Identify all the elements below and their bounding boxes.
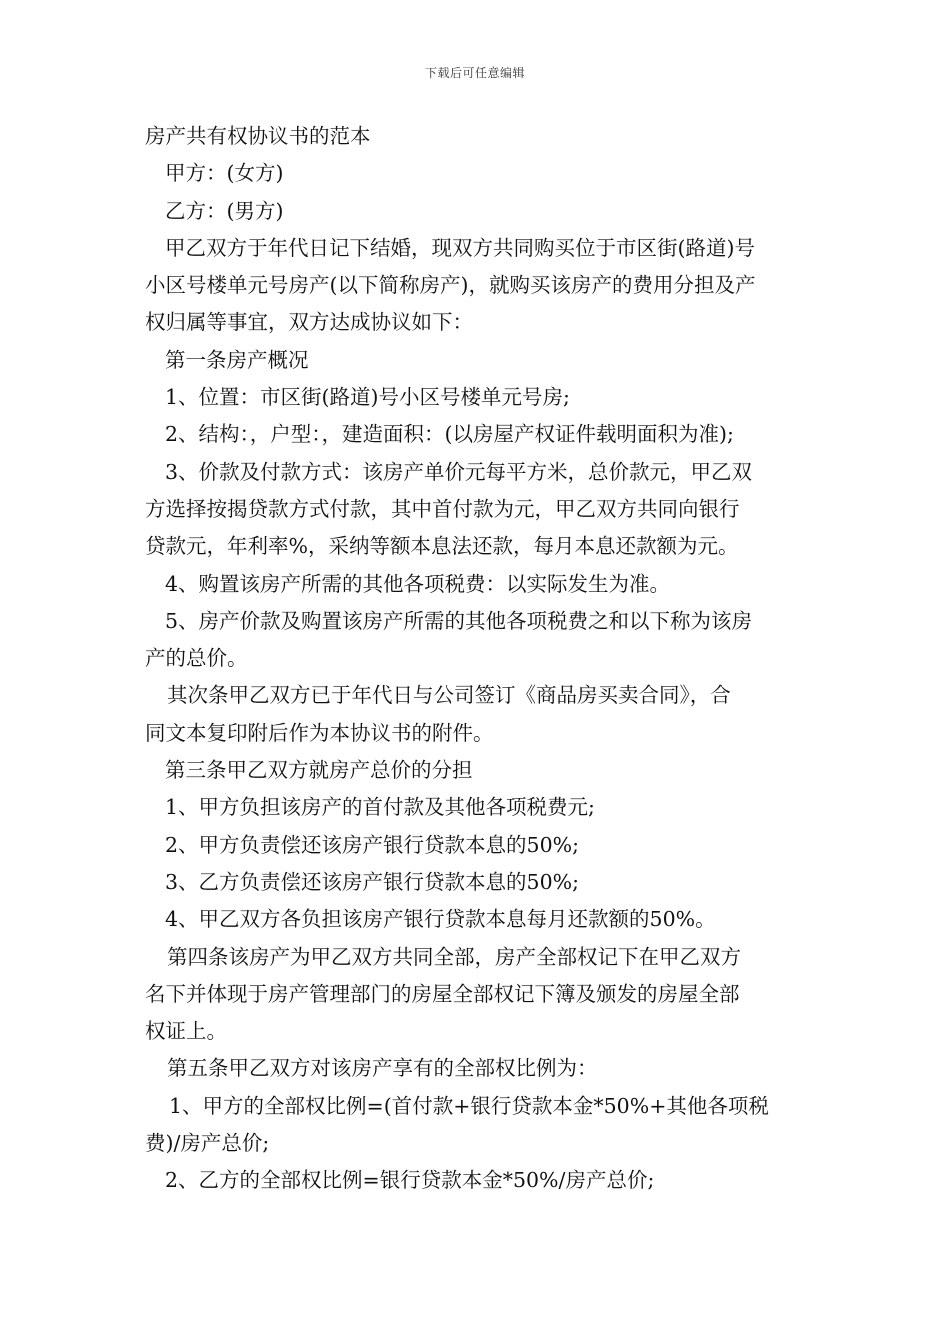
intro-paragraph-line: 甲乙双方于年代日记下结婚，现双方共同购买位于市区街(路道)号 (165, 235, 755, 260)
clause-line: 2、甲方负责偿还该房产银行贷款本息的50%; (165, 832, 580, 857)
clause-line: 贷款元，年利率%，采纳等额本息法还款，每月本息还款额为元。 (145, 534, 739, 559)
party-a-line: 甲方：(女方) (165, 161, 284, 186)
clause-line: 方选择按揭贷款方式付款，其中首付款为元，甲乙双方共同向银行 (145, 496, 740, 521)
page-header: 下载后可任意编辑 (424, 66, 525, 80)
clause-line: 5、房产价款及购置该房产所需的其他各项税费之和以下称为该房 (165, 608, 753, 633)
document-title: 房产共有权协议书的范本 (145, 124, 371, 148)
article-4-line: 第四条该房产为甲乙双方共同全部，房产全部权记下在甲乙双方 (167, 944, 741, 969)
clause-line: 1、甲方负担该房产的首付款及其他各项税费元; (165, 795, 595, 820)
clause-line: 3、价款及付款方式：该房产单价元每平方米，总价款元，甲乙双 (165, 459, 753, 484)
party-b-line: 乙方：(男方) (165, 198, 284, 223)
clause-line: 1、位置：市区街(路道)号小区号楼单元号房; (165, 385, 570, 410)
clause-line: 2、结构：，户型：，建造面积：(以房屋产权证件载明面积为准); (165, 422, 734, 447)
article-3-heading: 第三条甲乙双方就房产总价的分担 (165, 758, 473, 783)
intro-paragraph-line: 权归属等事宜，双方达成协议如下： (145, 310, 473, 335)
clause-line: 4、甲乙双方各负担该房产银行贷款本息每月还款额的50%。 (165, 907, 716, 932)
article-1-heading: 第一条房产概况 (165, 347, 309, 372)
clause-line: 3、乙方负责偿还该房产银行贷款本息的50%; (165, 869, 580, 894)
document-body (145, 118, 807, 1200)
clause-line: 4、购置该房产所需的其他各项税费：以实际发生为准。 (165, 571, 671, 596)
article-4-line: 名下并体现于房产管理部门的房屋全部权记下簿及颁发的房屋全部 (145, 981, 740, 1006)
clause-line: 2、乙方的全部权比例=银行贷款本金*50%/房产总价; (165, 1168, 655, 1193)
article-2-line: 其次条甲乙双方已于年代日与公司签订《商品房买卖合同》，合 (167, 683, 731, 708)
intro-paragraph-line: 小区号楼单元号房产(以下简称房产)，就购买该房产的费用分担及产 (145, 273, 756, 298)
clause-line: 1、甲方的全部权比例=(首付款+银行贷款本金*50%+其他各项税 (169, 1093, 769, 1118)
article-5-heading: 第五条甲乙双方对该房产享有的全部权比例为： (167, 1056, 598, 1081)
article-2-line: 同文本复印附后作为本协议书的附件。 (145, 720, 494, 745)
clause-line: 费)/房产总价; (145, 1131, 270, 1156)
article-4-line: 权证上。 (145, 1019, 227, 1044)
clause-line: 产的总价。 (145, 646, 248, 671)
